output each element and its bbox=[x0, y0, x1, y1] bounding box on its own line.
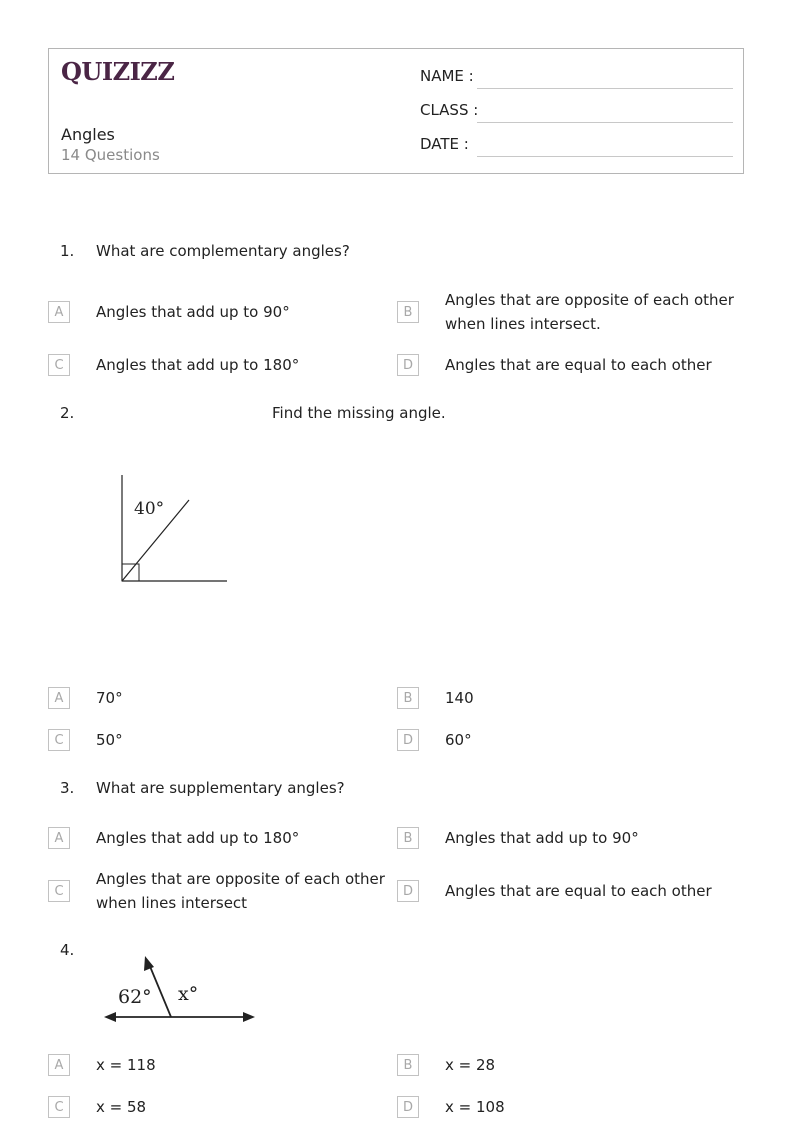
q2-option-b-letter[interactable]: B bbox=[397, 687, 419, 709]
question-2-number: 2. bbox=[60, 404, 75, 422]
name-label: NAME : bbox=[420, 67, 474, 85]
question-2-text: Find the missing angle. bbox=[272, 404, 446, 422]
q2-option-a-text: 70° bbox=[96, 689, 123, 707]
q3-option-c-text: Angles that are opposite of each other when lines intersect bbox=[96, 870, 385, 912]
supplementary-angle-figure bbox=[100, 950, 260, 1030]
question-1-number: 1. bbox=[60, 242, 75, 260]
ray-arrowhead bbox=[144, 956, 154, 971]
class-label: CLASS : bbox=[420, 101, 479, 119]
q4-option-a-letter[interactable]: A bbox=[48, 1054, 70, 1076]
q1-option-c-letter[interactable]: C bbox=[48, 354, 70, 376]
name-line[interactable] bbox=[477, 88, 733, 89]
class-line[interactable] bbox=[477, 122, 733, 123]
name-field[interactable] bbox=[420, 67, 733, 89]
right-angle-figure bbox=[110, 470, 240, 590]
worksheet-header bbox=[48, 48, 744, 174]
angle-label-62: 62° bbox=[118, 986, 152, 1008]
angle-label-40: 40° bbox=[134, 499, 165, 519]
q3-option-d-text: Angles that are equal to each other bbox=[445, 882, 712, 900]
q2-option-c-letter[interactable]: C bbox=[48, 729, 70, 751]
question-count: 14 Questions bbox=[61, 146, 160, 164]
q4-option-d-text: x = 108 bbox=[445, 1098, 505, 1116]
left-arrowhead bbox=[104, 1012, 116, 1022]
angle-label-x: x° bbox=[178, 983, 199, 1005]
q3-option-a-text: Angles that add up to 180° bbox=[96, 829, 300, 847]
quizizz-logo bbox=[61, 57, 175, 87]
q3-option-d-letter[interactable]: D bbox=[397, 880, 419, 902]
q3-option-c-letter[interactable]: C bbox=[48, 880, 70, 902]
question-1-text: What are complementary angles? bbox=[96, 242, 350, 260]
question-3-text: What are supplementary angles? bbox=[96, 779, 345, 797]
q4-option-c-letter[interactable]: C bbox=[48, 1096, 70, 1118]
q3-option-b-text: Angles that add up to 90° bbox=[445, 829, 639, 847]
svg-text:QUIZIZZ: QUIZIZZ bbox=[61, 57, 175, 86]
q2-option-a-letter[interactable]: A bbox=[48, 687, 70, 709]
q1-option-b-letter[interactable]: B bbox=[397, 301, 419, 323]
date-line[interactable] bbox=[477, 156, 733, 157]
angled-ray bbox=[149, 964, 171, 1017]
q4-option-b-letter[interactable]: B bbox=[397, 1054, 419, 1076]
q1-option-d-text: Angles that are equal to each other bbox=[445, 356, 712, 374]
q1-option-c-text: Angles that add up to 180° bbox=[96, 356, 300, 374]
q4-option-d-letter[interactable]: D bbox=[397, 1096, 419, 1118]
q1-option-b-text: Angles that are opposite of each other when lines intersect. bbox=[445, 291, 734, 333]
q2-option-c-text: 50° bbox=[96, 731, 123, 749]
q4-option-a-text: x = 118 bbox=[96, 1056, 156, 1074]
worksheet-title: Angles bbox=[61, 125, 115, 144]
q2-option-b-text: 140 bbox=[445, 689, 474, 707]
right-arrowhead bbox=[243, 1012, 255, 1022]
q2-option-d-letter[interactable]: D bbox=[397, 729, 419, 751]
q3-option-b-letter[interactable]: B bbox=[397, 827, 419, 849]
question-3-number: 3. bbox=[60, 779, 75, 797]
q2-option-d-text: 60° bbox=[445, 731, 472, 749]
date-field[interactable] bbox=[420, 135, 733, 157]
q1-option-a-text: Angles that add up to 90° bbox=[96, 303, 290, 321]
q1-option-d-letter[interactable]: D bbox=[397, 354, 419, 376]
q4-option-b-text: x = 28 bbox=[445, 1056, 496, 1074]
q4-option-c-text: x = 58 bbox=[96, 1098, 147, 1116]
q3-option-a-letter[interactable]: A bbox=[48, 827, 70, 849]
q1-option-a-letter[interactable]: A bbox=[48, 301, 70, 323]
question-4-number: 4. bbox=[60, 941, 75, 959]
date-label: DATE : bbox=[420, 135, 469, 153]
class-field[interactable] bbox=[420, 101, 733, 123]
